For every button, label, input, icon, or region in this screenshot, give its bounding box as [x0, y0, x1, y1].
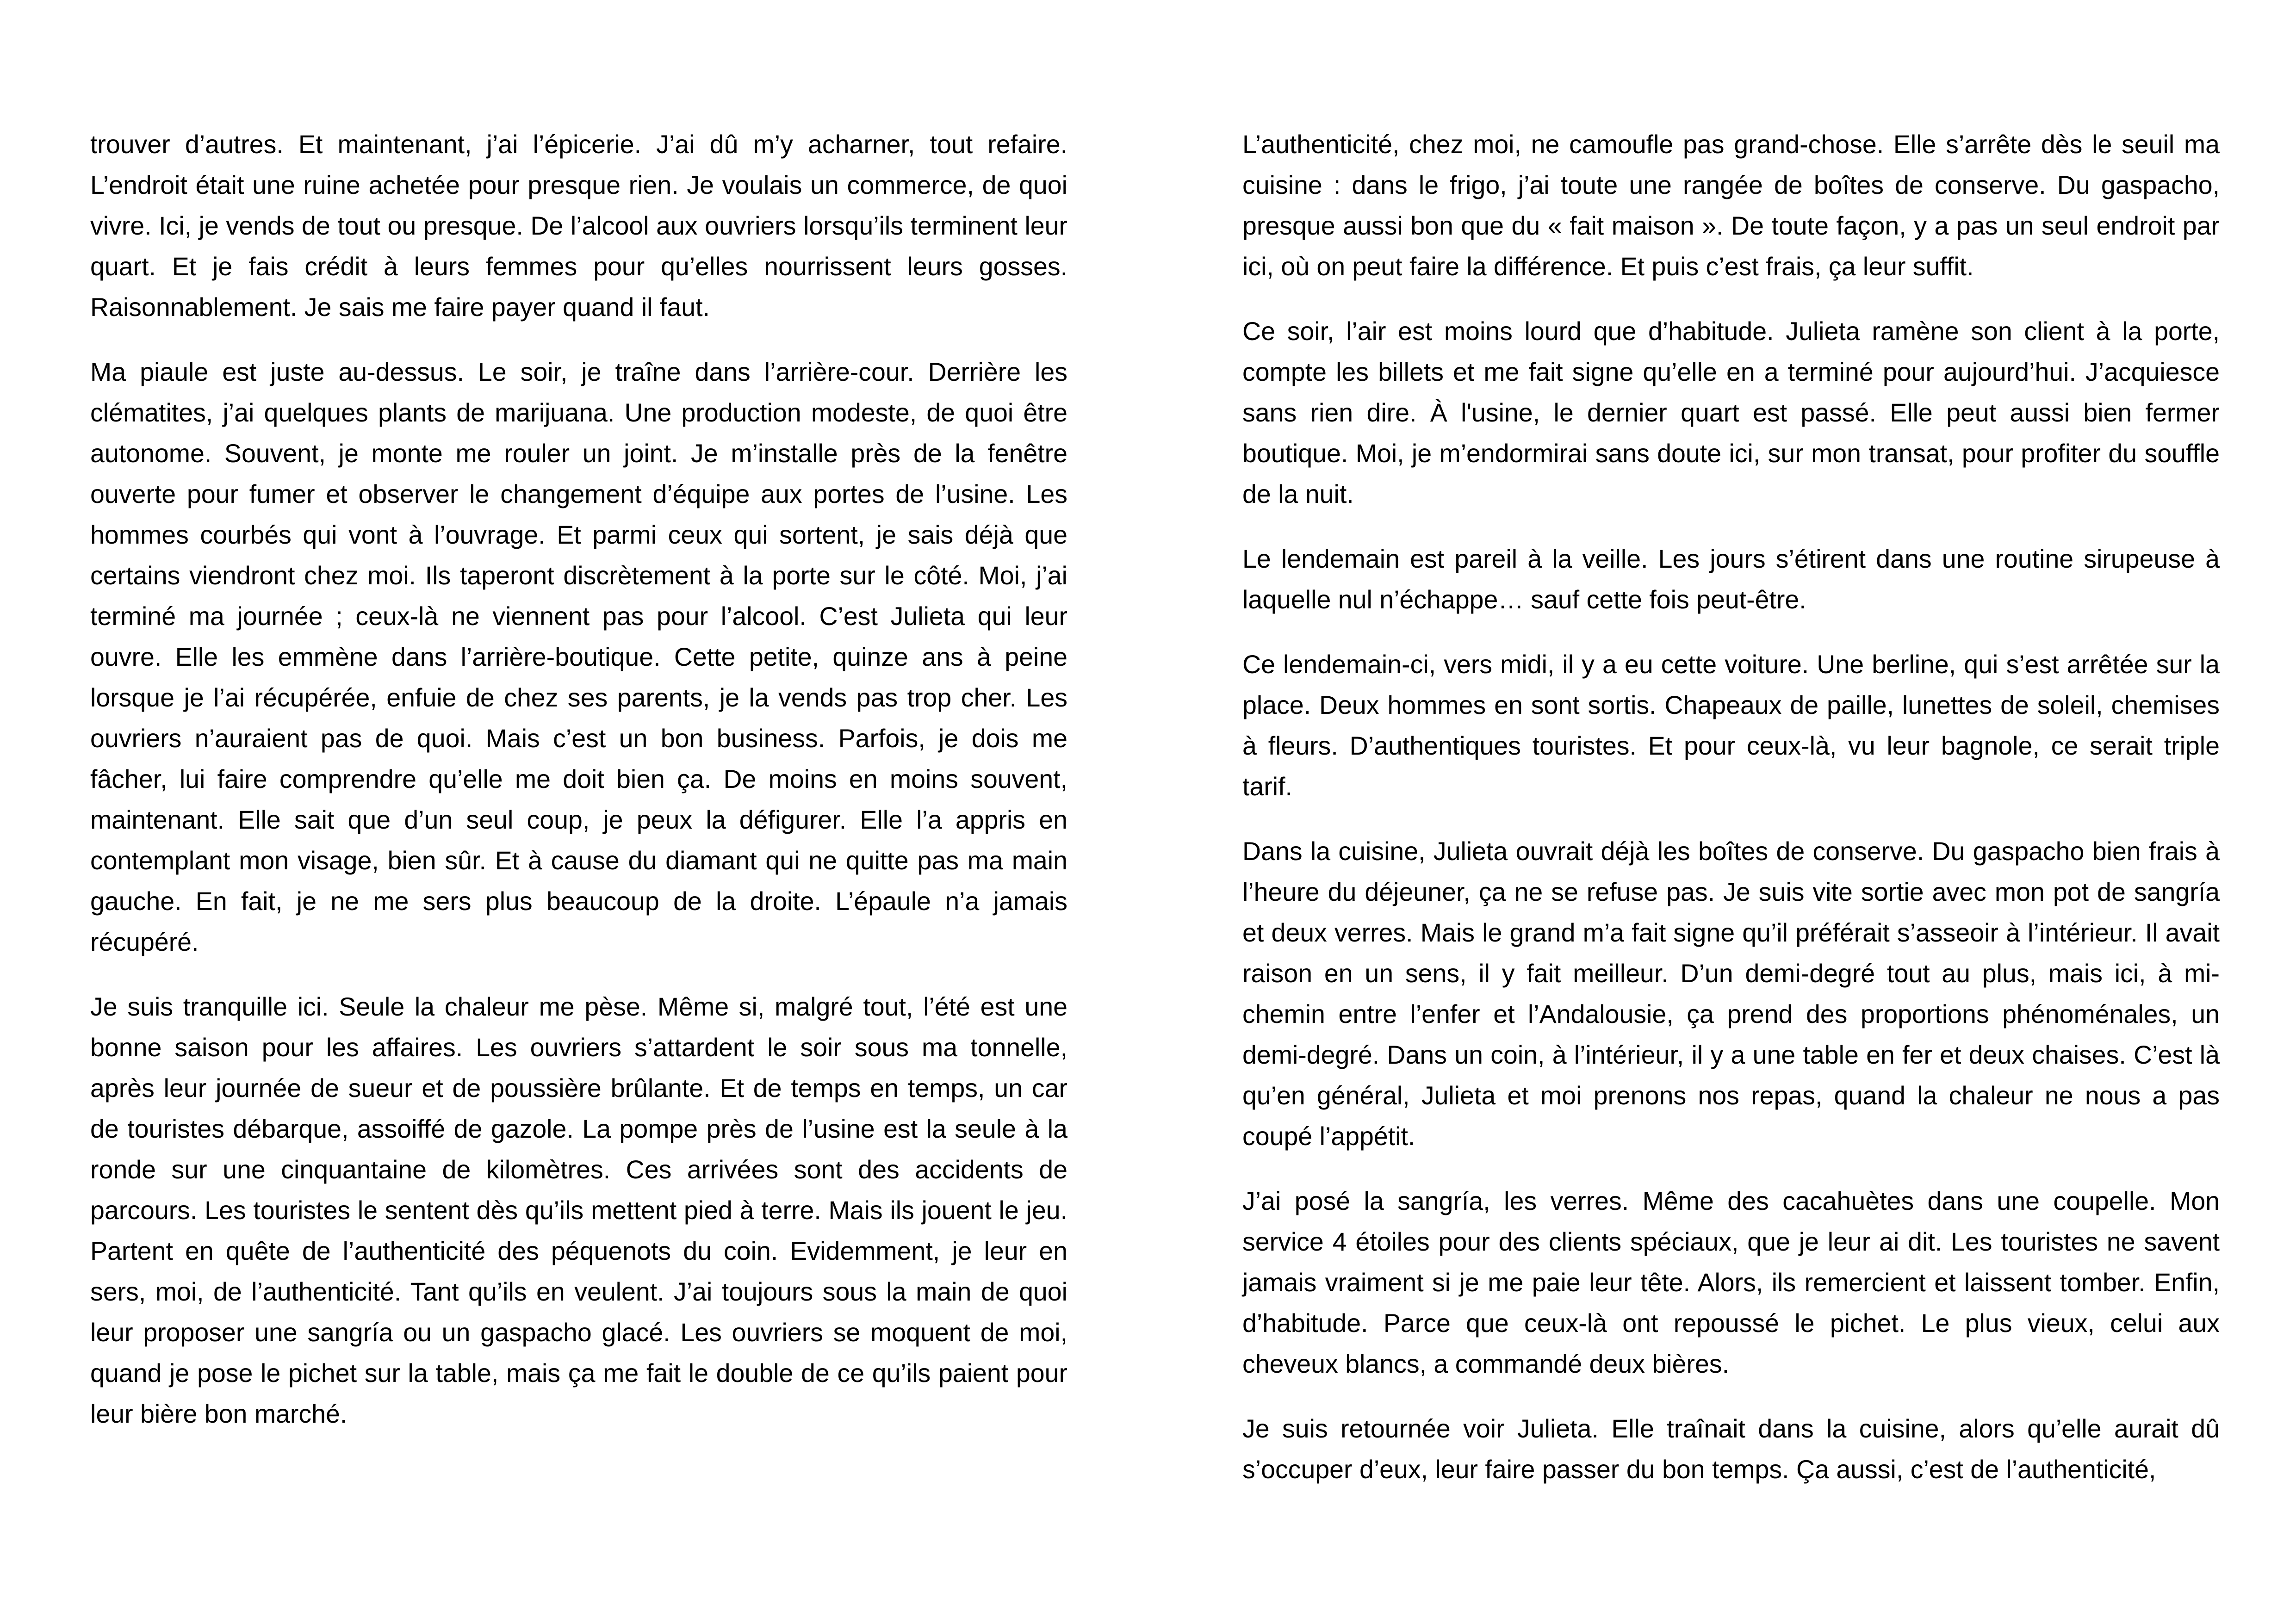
paragraph: Je suis retournée voir Julieta. Elle traînait dans la cuisine, alors qu’elle aurait dû s’occuper d’eux, leur faire passer du bon temps. Ça aussi, c’est de l’authenticité,	[1242, 1414, 2220, 1484]
left-page-text	[90, 124, 1067, 1434]
paragraph: Le lendemain est pareil à la veille. Les jours s’étirent dans une routine sirupeuse à laquelle nul n’échappe… sauf cette fois peut-être.	[1242, 545, 2220, 614]
paragraph: J’ai posé la sangría, les verres. Même des cacahuètes dans une coupelle. Mon service 4 étoiles pour des clients spéciaux, que je leur ai dit. Les touristes ne savent jamais vraiment si je me paie leur tête. Alors, ils remercient et laissent tomber. Enfin, d’habitude. Parce que ceux-là ont repoussé le pichet. Le plus vieux, celui aux cheveux blancs, a commandé deux bières.	[1242, 1187, 2220, 1378]
paragraph: Je suis tranquille ici. Seule la chaleur me pèse. Même si, malgré tout, l’été est une bonne saison pour les affaires. Les ouvriers s’attardent le soir sous ma tonnelle, après leur journée de sueur et de poussière brûlante. Et de temps en temps, un car de touristes débarque, assoiffé de gazole. La pompe près de l’usine est la seule à la ronde sur une cinquantaine de kilomètres. Ces arrivées sont des accidents de parcours. Les touristes le sentent dès qu’ils mettent pied à terre. Mais ils jouent le jeu. Partent en quête de l’authenticité des péquenots du coin. Evidemment, je leur en sers, moi, de l’authenticité. Tant qu’ils en veulent. J’ai toujours sous la main de quoi leur proposer une sangría ou un gaspacho glacé. Les ouvriers se moquent de moi, quand je pose le pichet sur la table, mais ça me fait le double de ce qu’ils paient pour leur bière bon marché.	[90, 992, 1067, 1428]
paragraph: Dans la cuisine, Julieta ouvrait déjà les boîtes de conserve. Du gaspacho bien frais à l’heure du déjeuner, ça ne se refuse pas. Je suis vite sortie avec mon pot de sangría et deux verres. Mais le grand m’a fait signe qu’il préférait s’asseoir à l’intérieur. Il avait raison en un sens, il y fait meilleur. D’un demi-degré tout au plus, mais ici, à mi-chemin entre l’enfer et l’Andalousie, ça prend des proportions phénoménales, un demi-degré. Dans un coin, à l’intérieur, il y a une table en fer et deux chaises. C’est là qu’en général, Julieta et moi prenons nos repas, quand la chaleur ne nous a pas coupé l’appétit.	[1242, 837, 2220, 1151]
paragraph: Ce lendemain-ci, vers midi, il y a eu cette voiture. Une berline, qui s’est arrêtée sur la place. Deux hommes en sont sortis. Chapeaux de paille, lunettes de soleil, chemises à fleurs. D’authentiques touristes. Et pour ceux-là, vu leur bagnole, ce serait triple tarif.	[1242, 650, 2220, 801]
right-page	[1148, 0, 2296, 1623]
paragraph: trouver d’autres. Et maintenant, j’ai l’épicerie. J’ai dû m’y acharner, tout refaire. L’endroit était une ruine achetée pour presque rien. Je voulais un commerce, de quoi vivre. Ici, je vends de tout ou presque. De l’alcool aux ouvriers lorsqu’ils terminent leur quart. Et je fais crédit à leurs femmes pour qu’elles nourrissent leurs gosses. Raisonnablement. Je sais me faire payer quand il faut.	[90, 130, 1067, 322]
paragraph: Ce soir, l’air est moins lourd que d’habitude. Julieta ramène son client à la porte, compte les billets et me fait signe qu’elle en a terminé pour aujourd’hui. J’acquiesce sans rien dire. À l'usine, le dernier quart est passé. Elle peut aussi bien fermer boutique. Moi, je m’endormirai sans doute ici, sur mon transat, pour profiter du souffle de la nuit.	[1242, 317, 2220, 508]
right-page-text	[1242, 124, 2220, 1490]
paragraph: Ma piaule est juste au-dessus. Le soir, je traîne dans l’arrière-cour. Derrière les clématites, j’ai quelques plants de marijuana. Une production modeste, de quoi être autonome. Souvent, je monte me rouler un joint. Je m’installe près de la fenêtre ouverte pour fumer et observer le changement d’équipe aux portes de l’usine. Les hommes courbés qui vont à l’ouvrage. Et parmi ceux qui sortent, je sais déjà que certains viendront chez moi. Ils taperont discrètement à la porte sur le côté. Moi, j’ai terminé ma journée ; ceux-là ne viennent pas pour l’alcool. C’est Julieta qui leur ouvre. Elle les emmène dans l’arrière-boutique. Cette petite, quinze ans à peine lorsque je l’ai récupérée, enfuie de chez ses parents, je la vends pas trop cher. Les ouvriers n’auraient pas de quoi. Mais c’est un bon business. Parfois, je dois me fâcher, lui faire comprendre qu’elle me doit bien ça. De moins en moins souvent, maintenant. Elle sait que d’un seul coup, je peux la défigurer. Elle l’a appris en contemplant mon visage, bien sûr. Et à cause du diamant qui ne quitte pas ma main gauche. En fait, je ne me sers plus beaucoup de la droite. L’épaule n’a jamais récupéré.	[90, 358, 1067, 956]
paragraph: L’authenticité, chez moi, ne camoufle pas grand-chose. Elle s’arrête dès le seuil ma cuisine : dans le frigo, j’ai toute une rangée de boîtes de conserve. Du gaspacho, presque aussi bon que du « fait maison ». De toute façon, y a pas un seul endroit par ici, où on peut faire la différence. Et puis c’est frais, ça leur suffit.	[1242, 130, 2220, 281]
